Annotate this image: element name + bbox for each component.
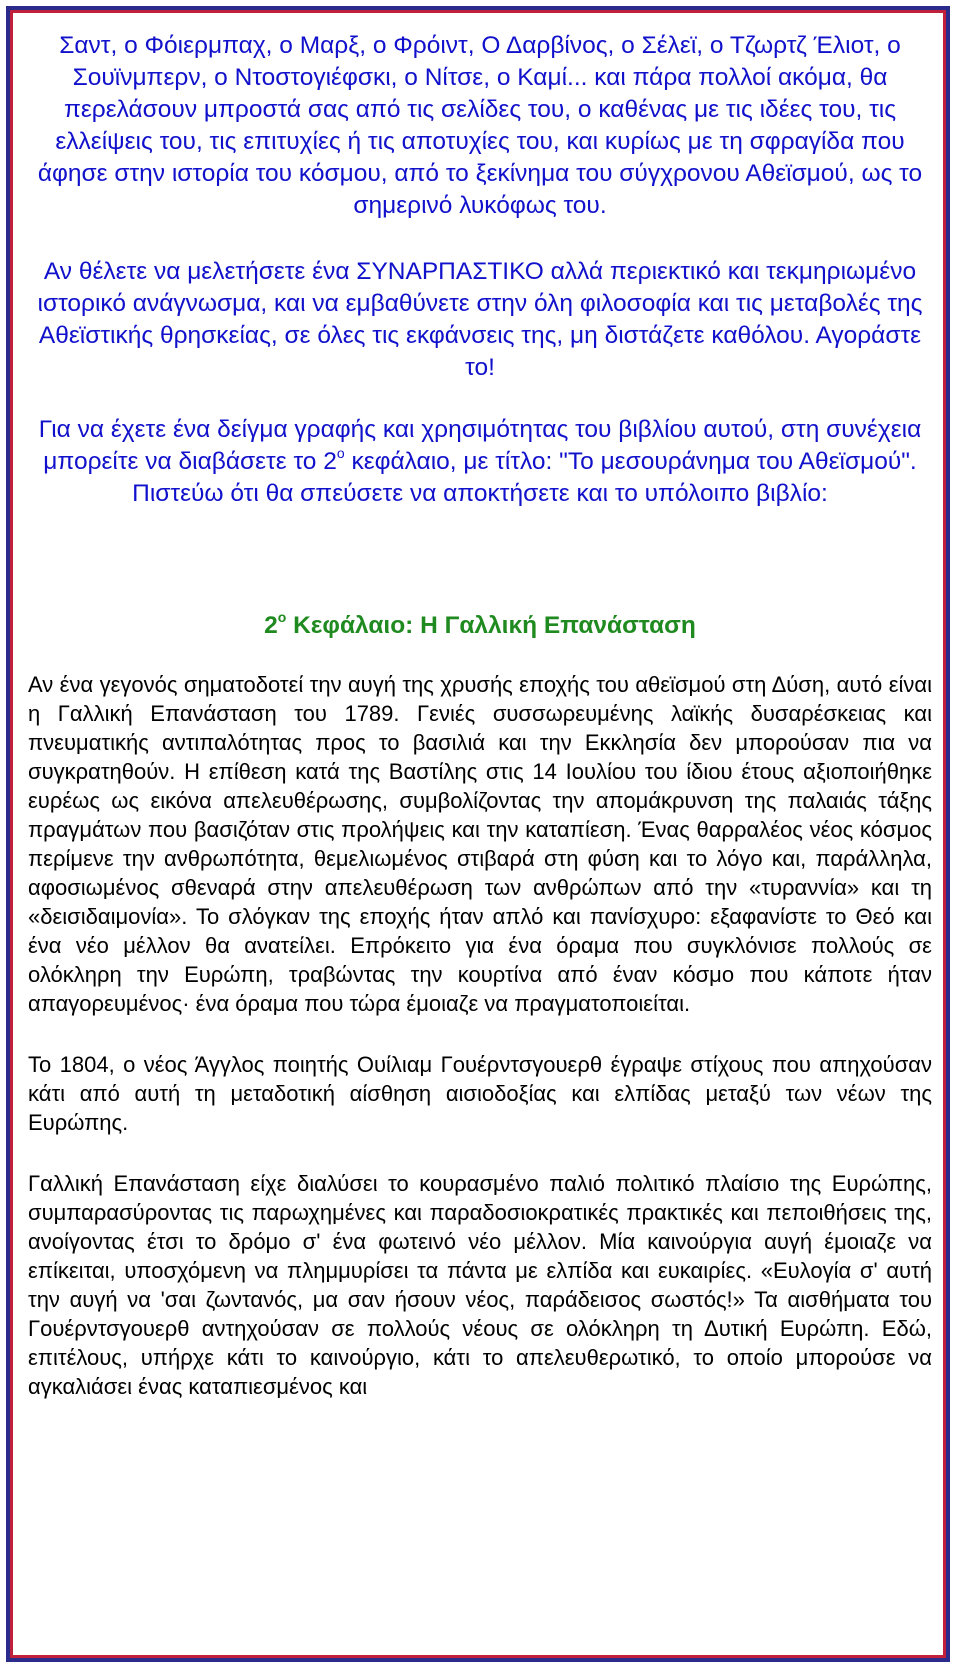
intro-paragraph-3-before: Για να έχετε ένα δείγμα γραφής και χρησιμότητας του βιβλίου αυτού, στη συνέχεια μπορείτε να διαβάσετε το 2: [38, 416, 922, 475]
body-paragraph-3: Γαλλική Επανάσταση είχε διαλύσει το κουρασμένο παλιό πολιτικό πλαίσιο της Ευρώπης, συμπαρασύροντας τις παρωχημένες και παραδοσιοκρατικές πρακτικές και πεποιθήσεις της, ανοίγοντας έτσι το δρόμο σ' ένα φωτεινό νέο μέλλον. Μία καινούργια αυγή έμοιαζε να επίκειται, υποσχόμενη να πλημμυρίσει τα πάντα με ελπίδα και ευκαιρίες. «Ευλογία σ' αυτή την αυγή να 'σαι ζωντανός, μα σαν ήσουν νέος, παράδεισος σωστός!» Τα αισθήματα του Γουέρντσγουερθ αντηχούσαν σε πολλούς νέους σε ολόκληρη τη Δυτική Ευρώπη. Εδώ, επιτέλους, υπήρχε κάτι το καινούργιο, κάτι το απελευθερωτικό, το οποίο μπορούσε να αγκαλιάσει ένας καταπιεσμένος και: [28, 1171, 932, 1399]
chapter-title: Κεφάλαιο: Η Γαλλική Επανάσταση: [286, 612, 696, 639]
intro-paragraph-3: [28, 414, 932, 510]
ordinal-superscript: ο: [336, 444, 345, 461]
intro-paragraph-3-after: κεφάλαιο, με τίτλο: "Το μεσουράνημα του Αθεϊσμού". Πιστεύω ότι θα σπεύσετε να αποκτήσετε και το υπόλοιπο βιβλίο:: [132, 448, 917, 507]
body-paragraph-2: Το 1804, ο νέος Άγγλος ποιητής Ουίλιαμ Γουέρντσγουερθ έγραψε στίχους που απηχούσαν κάτι από αυτή τη μεταδοτική αίσθηση αισιοδοξίας και ελπίδας μεταξύ των νέων της Ευρώπης.: [28, 1052, 932, 1135]
chapter-heading: [28, 610, 932, 642]
body-paragraph-1: Αν ένα γεγονός σηματοδοτεί την αυγή της χρυσής εποχής του αθεϊσμού στη Δύση, αυτό είναι η Γαλλική Επανάσταση του 1789. Γενιές συσσωρευμένης λαϊκής δυσαρέσκειας και πνευματικής αντιπαλότητας προς το βασιλιά και την Εκκλησία δεν μπορούσαν πια να συγκρατηθούν. Η επίθεση κατά της Βαστίλης στις 14 Ιουλίου του ίδιου έτους αξιοποιήθηκε ευρέως ως εικόνα απελευθέρωσης, συμβολίζοντας την απομάκρυνση της παλαιάς τάξης πραγμάτων που βασιζόταν στις προλήψεις και την καταπίεση. Ένας θαρραλέος νέος κόσμος περίμενε την ανθρωπότητα, θεμελιωμένος στιβαρά στη φύση και το λόγο και, παράλληλα, αφοσιωμένος σθεναρά στην απελευθέρωση των ανθρώπων από την «τυραννία» και τη «δεισιδαιμονία». Το σλόγκαν της εποχής ήταν απλό και πανίσχυρο: εξαφανίστε το Θεό και ένα νέο μέλλον θα ανατείλει. Επρόκειτο για ένα όραμα που συγκλόνισε πολλούς σε ολόκληρη την Ευρώπη, τραβώντας την κουρτίνα από έναν κόσμο που κάποτε ήταν απαγορευμένος· ένα όραμα που τώρα έμοιαζε να πραγματοποιείται.: [28, 672, 932, 1016]
chapter-number: 2: [264, 612, 278, 639]
document-content: [28, 30, 932, 1401]
intro-paragraph-2: Αν θέλετε να μελετήσετε ένα ΣΥΝΑΡΠΑΣΤΙΚΟ αλλά περιεκτικό και τεκμηριωμένο ιστορικό ανάγνωσμα, και να εμβαθύνετε στην όλη φιλοσοφία και τις μεταβολές της Αθεϊστικής θρησκείας, σε όλες τις εκφάνσεις της, μη διστάζετε καθόλου. Αγοράστε το!: [37, 258, 923, 381]
intro-paragraph-1: Σαντ, ο Φόιερμπαχ, ο Μαρξ, ο Φρόιντ, Ο Δαρβίνος, ο Σέλεϊ, ο Τζωρτζ Έλιοτ, ο Σουϊνμπερν, ο Ντοστογιέφσκι, ο Νίτσε, ο Καμί... και πάρα πολλοί ακόμα, θα περελάσουν μπροστά σας από τις σελίδες του, ο καθένας με τις ιδέες του, τις ελλείψεις του, τις επιτυχίες ή τις αποτυχίες του, και κυρίως με τη σφραγίδα που άφησε στην ιστορία του κόσμου, από το ξεκίνημα του σύγχρονου Αθεϊσμού, ως το σημερινό λυκόφως του.: [37, 32, 923, 219]
chapter-ordinal-superscript: ο: [277, 608, 287, 625]
